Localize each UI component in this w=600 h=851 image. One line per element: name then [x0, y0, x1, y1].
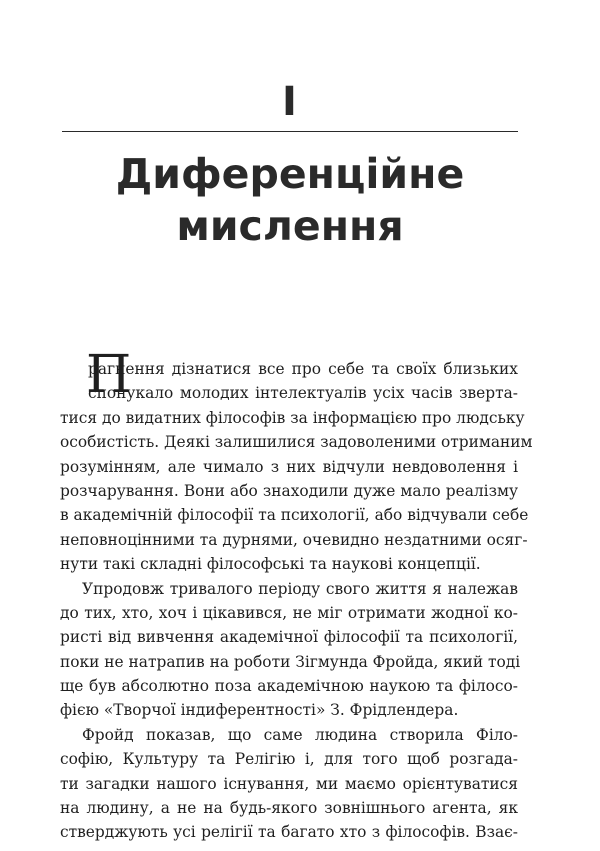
- text-line: поки не натрапив на роботи Зігмунда Фройда, який тоді: [60, 652, 521, 671]
- text-line: розумінням, але чимало з них відчули невдоволення і: [60, 457, 518, 476]
- text-line: неповноцінними та дурнями, очевидно нездатними осяг-: [60, 530, 528, 549]
- paragraph-2: [60, 577, 521, 723]
- text-line: розчарування. Вони або знаходили дуже мало реалізму: [60, 481, 518, 500]
- drop-cap: П: [86, 345, 132, 405]
- text-line: до тих, хто, хоч і цікавився, не міг отримати жодної ко-: [60, 603, 518, 622]
- text-line: на людину, а не на будь-якого зовнішнього агента, як: [60, 799, 518, 818]
- text-line: ристі від вивчення академічної філософії та психології,: [60, 628, 518, 647]
- text-line: стверджують усі релігії та багато хто з філософів. Взає-: [60, 823, 518, 842]
- text-line: рагнення дізнатися все про себе та своїх близьких: [88, 360, 518, 378]
- text-line: софію, Культуру та Релігію і, для того щоб розгада-: [60, 750, 518, 769]
- chapter-number: I: [282, 79, 298, 125]
- text-line: фією «Творчої індиферентності» З. Фрідлендера.: [60, 701, 459, 720]
- text-line: тися до видатних філософів за інформацією про людську: [60, 408, 525, 427]
- text-line: Упродовж тривалого періоду свого життя я належав: [82, 579, 518, 598]
- text-line: ти загадки нашого існування, ми маємо орієнтуватися: [60, 774, 518, 793]
- chapter-divider: [62, 131, 518, 132]
- text-line: в академічній філософії та психології, або відчували себе: [60, 506, 529, 525]
- text-line: нути такі складні філософські та наукові концепції.: [60, 555, 481, 574]
- chapter-title: [0, 148, 580, 252]
- chapter-title-line-1: Диференційне: [115, 150, 465, 198]
- chapter-title-line-2: мислення: [176, 202, 404, 250]
- body-text: [60, 357, 533, 845]
- text-line: ще був абсолютно поза академічною наукою та філосо-: [60, 677, 518, 696]
- text-line: спонукало молодих інтелектуалів усіх часів зверта-: [88, 384, 518, 403]
- text-line: Фройд показав, що саме людина створила Філо-: [82, 725, 518, 744]
- paragraph-1: [60, 357, 533, 577]
- text-line: особистість. Деякі залишилися задоволеними отриманим: [60, 433, 533, 452]
- paragraph-3: [60, 723, 518, 845]
